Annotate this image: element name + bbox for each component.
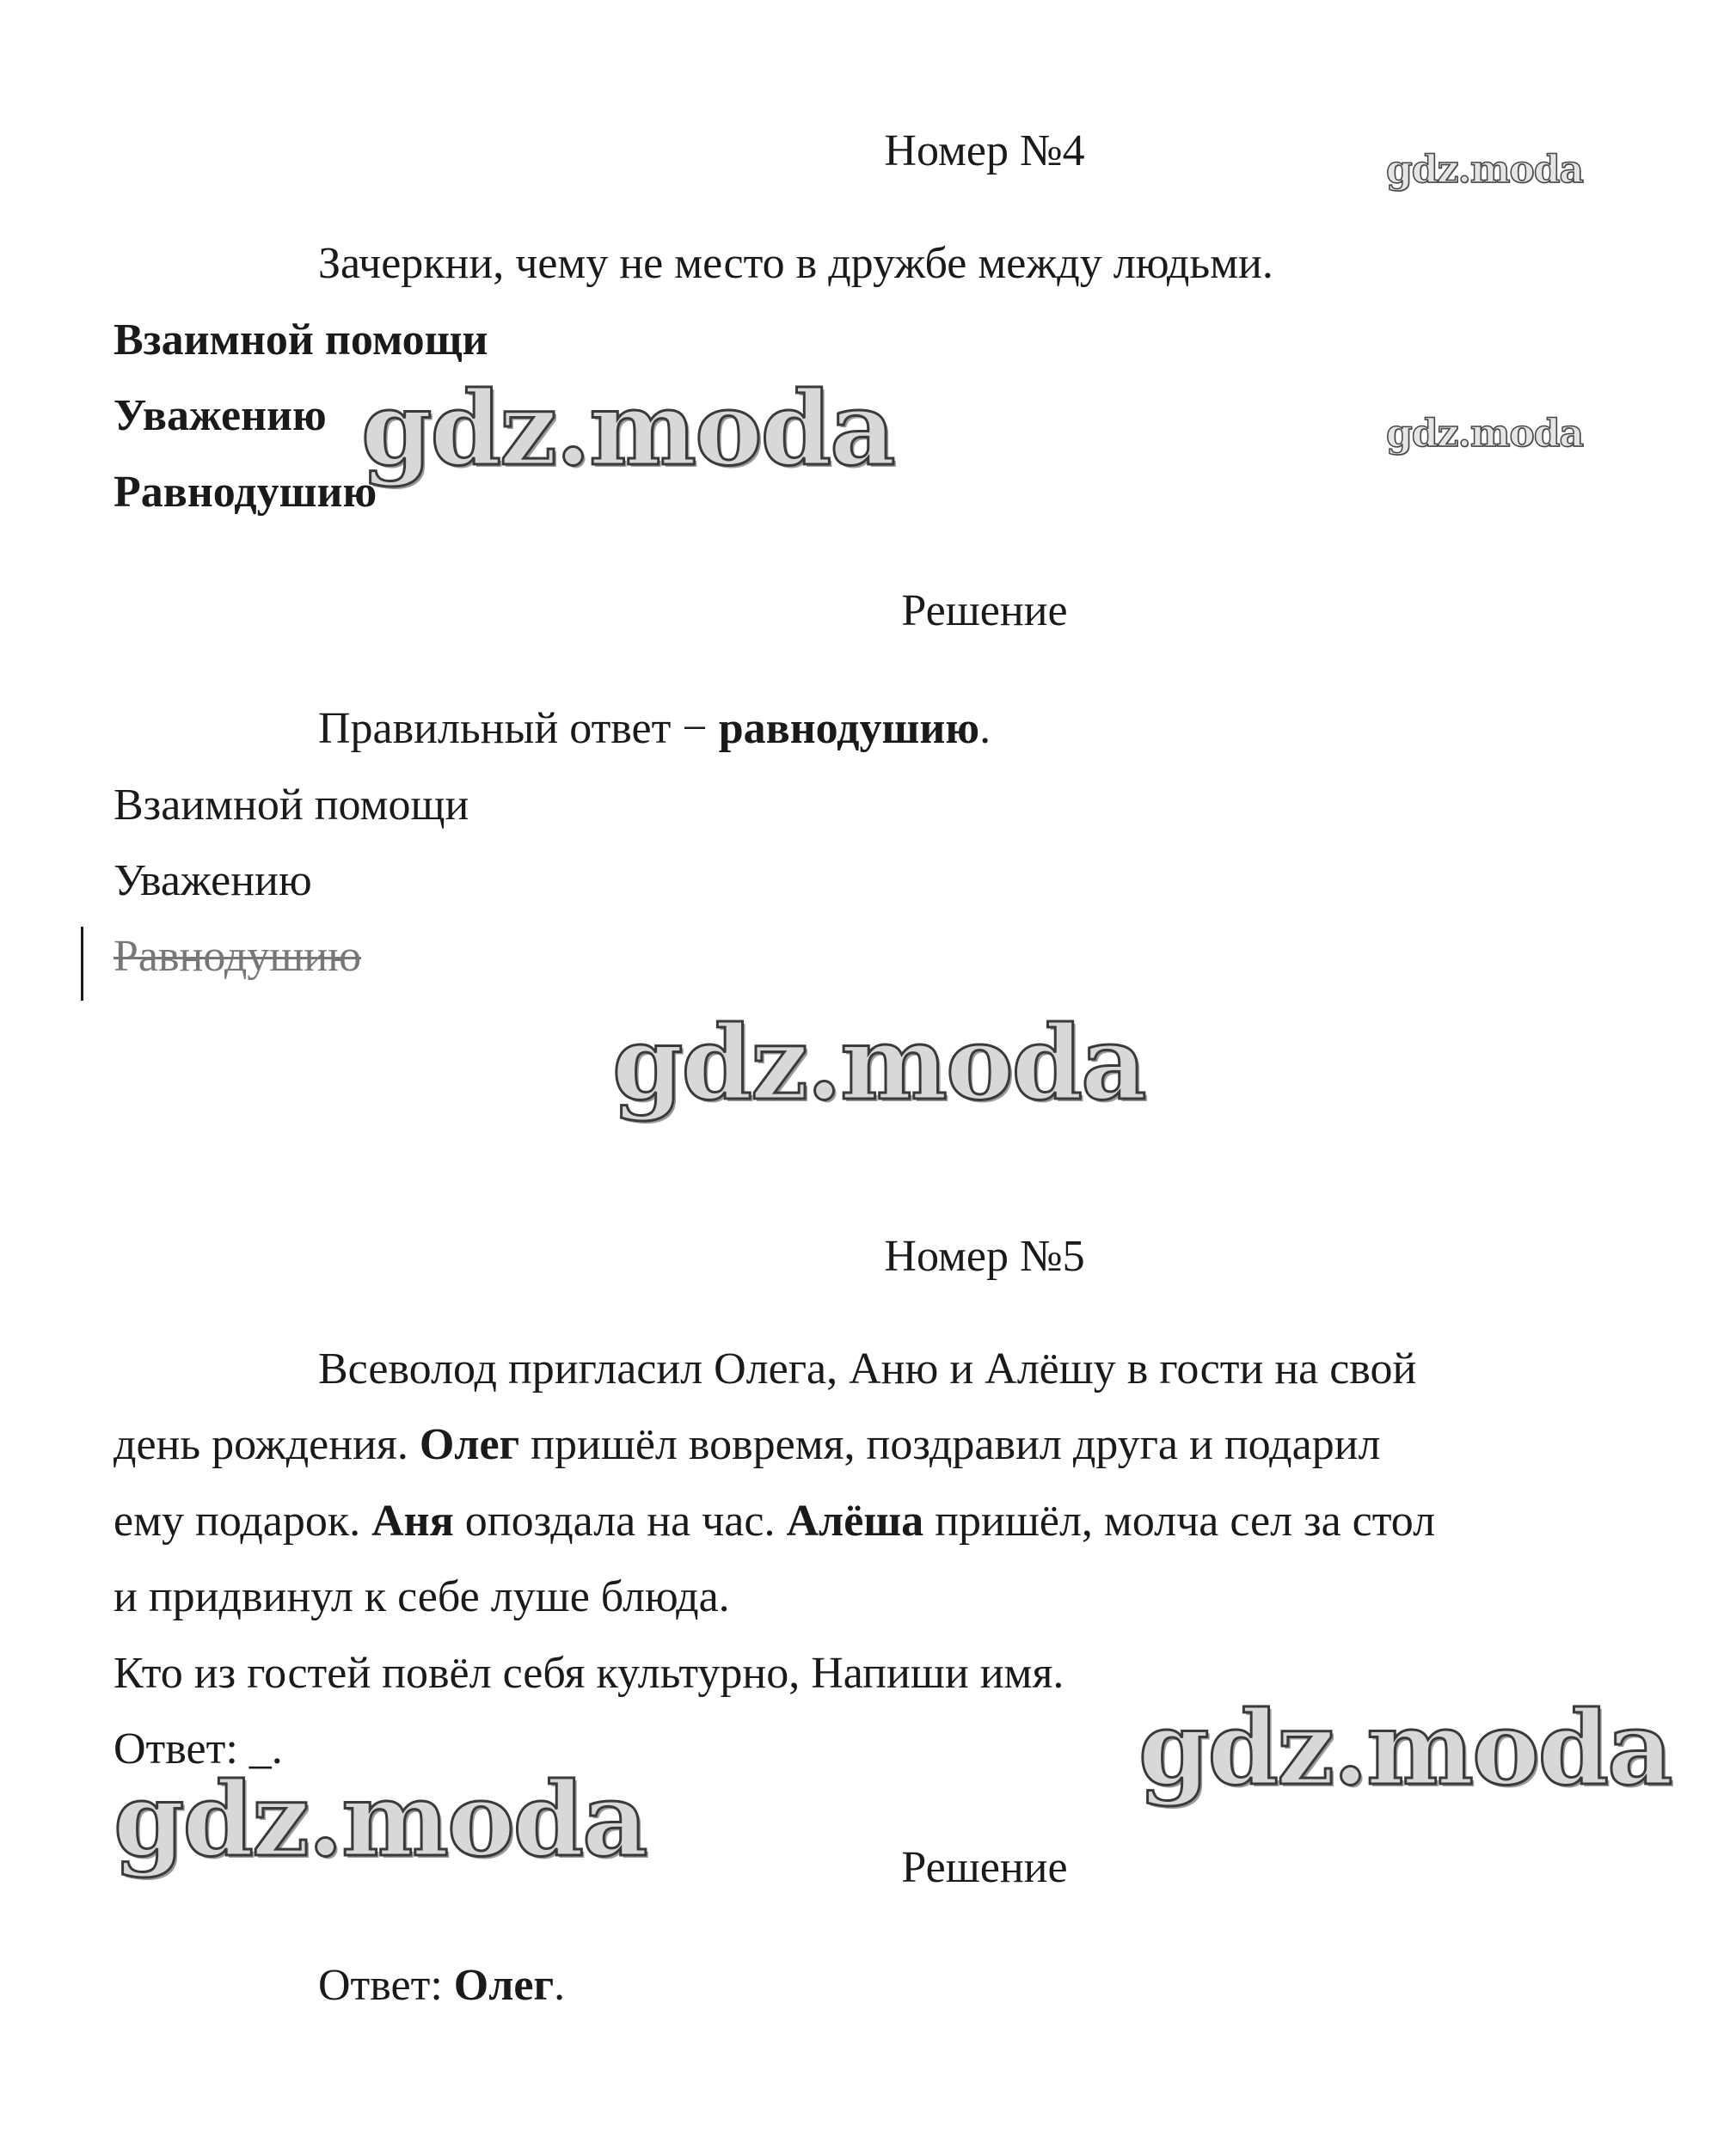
task4-answer [318, 703, 991, 755]
task5-line2-a: день рождения. [113, 1420, 420, 1469]
task4-answer-prefix: Правильный ответ − [318, 704, 719, 753]
task5-line3-name1: Аня [371, 1497, 454, 1546]
task4-question: Зачеркни, чему не место в дружбе между людьми. [318, 239, 1273, 288]
task5-solution-title: Решение [901, 1843, 1068, 1892]
task4-solution-title: Решение [901, 586, 1068, 635]
task5-line3-name2: Алёша [786, 1497, 924, 1546]
task4-option-1: Взаимной помощи [113, 315, 488, 364]
task5-answer [318, 1960, 565, 2012]
task5-line3-a: ему подарок. [113, 1497, 372, 1546]
task5-line3-c: опоздала на час. [453, 1497, 787, 1546]
task4-answer-option-2: Уважению [113, 856, 312, 905]
task4-answer-suffix: . [979, 704, 991, 753]
watermark-small-1: gdz.moda [1386, 148, 1584, 192]
task4-option-2: Уважению [113, 391, 327, 440]
task5-text-line-3 [113, 1496, 1435, 1547]
task5-line1-a: Всеволод пригласил Олега, Аню и Алёшу в гости на свой [318, 1344, 1417, 1393]
task4-option-3: Равнодушию [113, 468, 377, 517]
task4-answer-bold: равнодушию [718, 704, 980, 753]
task5-text-line-2 [113, 1419, 1381, 1471]
task5-answer-suffix: . [554, 1961, 566, 2010]
task5-title: Номер №5 [884, 1232, 1085, 1281]
task5-line3-e: пришёл, молча сел за стол [923, 1497, 1436, 1546]
watermark-big-4: gdz.moda [113, 1760, 647, 1879]
task5-line2-name: Олег [419, 1420, 520, 1469]
task5-question: Кто из гостей повёл себя культурно, Напиши имя. [113, 1649, 1064, 1698]
task5-line4-a: и придвинул к себе луше блюда. [113, 1572, 730, 1621]
task5-answer-bold: Олег [453, 1961, 555, 2010]
task4-answer-option-1: Взаимной помощи [113, 781, 469, 830]
watermark-big-1: gdz.moda [361, 369, 894, 488]
watermark-big-2: gdz.moda [612, 1003, 1145, 1123]
task5-line2-c: пришёл вовремя, поздравил друга и подарил [519, 1420, 1381, 1469]
task5-text-line-4 [113, 1571, 730, 1623]
watermark-big-3: gdz.moda [1138, 1688, 1672, 1808]
task5-answer-prefix: Ответ: [318, 1961, 454, 2010]
watermark-small-2: gdz.moda [1386, 412, 1584, 456]
task5-text-line-1 [318, 1344, 1416, 1395]
task4-title: Номер №4 [884, 126, 1085, 175]
task5-answer-blank: Ответ: _. [113, 1724, 283, 1773]
text-cursor [81, 927, 83, 1001]
task4-answer-option-3-struck: Равнодушию [113, 932, 362, 981]
